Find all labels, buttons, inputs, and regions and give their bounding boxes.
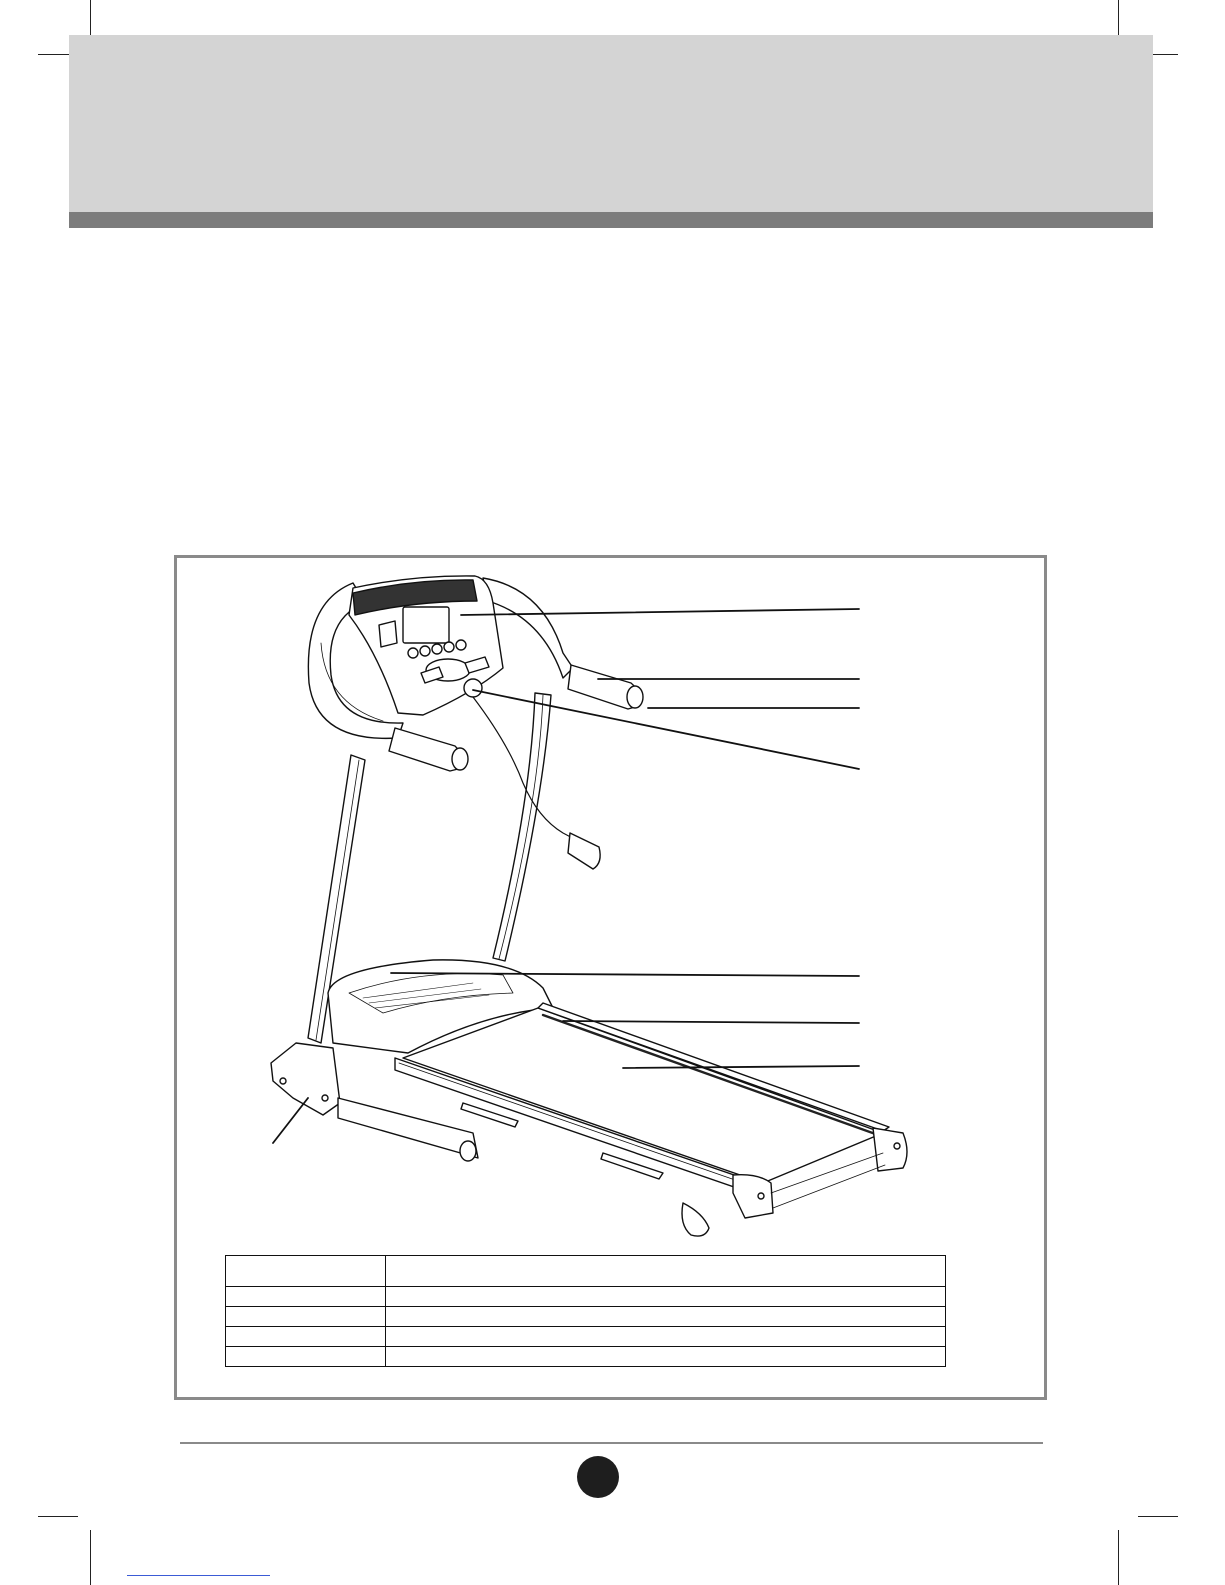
spec-value [386,1256,946,1287]
header-band [69,35,1153,212]
end-cap-left [733,1175,773,1218]
header-rule [69,212,1153,228]
leader-base-bracket [273,1098,308,1143]
spec-value [386,1287,946,1307]
right-upright [493,693,551,961]
handle-end-cap-left [452,748,468,770]
spec-label [226,1287,386,1307]
rear-wheel [682,1203,709,1236]
crop-mark-bottom-right-h [1138,1516,1178,1517]
table-row [226,1347,946,1367]
hyperlink-underline[interactable] [127,1575,270,1576]
base-frame-bottom [338,1098,478,1158]
page-number-badge [577,1456,619,1498]
spec-table [225,1255,946,1367]
table-row [226,1327,946,1347]
footer-rule [180,1442,1043,1444]
table-row [226,1287,946,1307]
end-cap-right [873,1128,907,1171]
spec-value [386,1327,946,1347]
leader-side-rail [563,1021,859,1023]
left-handle-grip [389,728,461,771]
table-row [226,1307,946,1327]
safety-key-clip [568,833,600,869]
crop-mark-bottom-left-h [38,1516,78,1517]
console-display [403,607,449,643]
handle-end-cap-right [627,686,643,708]
spec-label [226,1256,386,1287]
table-row [226,1256,946,1287]
crop-mark-bottom-right-v [1118,1530,1119,1585]
spec-label [226,1327,386,1347]
safety-key-socket [464,679,482,697]
spec-value [386,1347,946,1367]
spec-label [226,1307,386,1327]
crop-mark-bottom-left-v [90,1530,91,1585]
spec-value [386,1307,946,1327]
spec-label [226,1347,386,1367]
